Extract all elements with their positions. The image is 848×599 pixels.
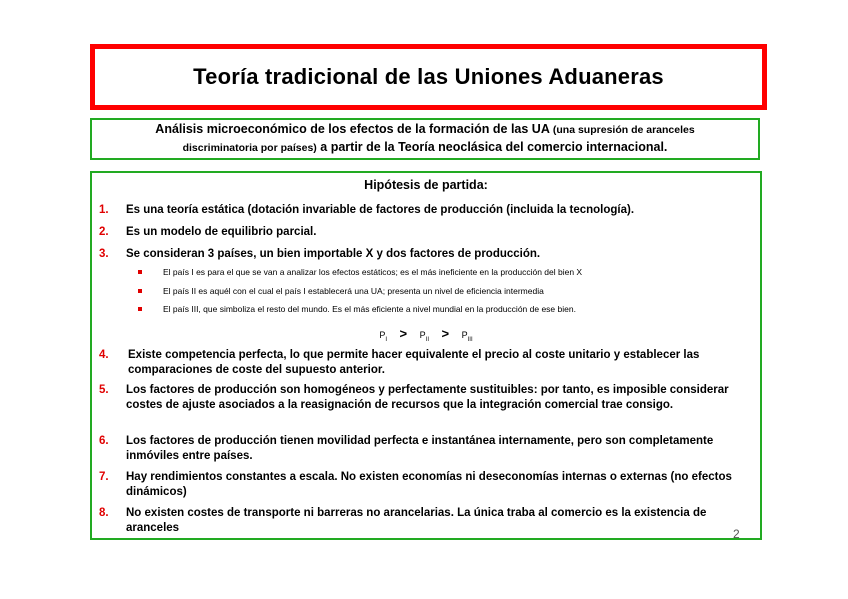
item-text: Es una teoría estática (dotación invariable de factores de producción (incluida la tecnología). — [126, 204, 635, 216]
bullet-text: El país III, que simboliza el resto del mundo. Es el más eficiente a nivel mundial en la producción de ese bien. — [163, 304, 576, 314]
bullet-text: El país I es para el que se van a analizar los efectos estáticos; es el más ineficiente en la producción del bien X — [163, 267, 583, 277]
item-text: No existen costes de transporte ni barreras no arancelarias. La única traba al comercio es la existencia de aranceles — [126, 507, 707, 534]
item-text: Los factores de producción son homogéneos y perfectamente sustituibles: por tanto, es imposible considerar costes de ajuste asociados a la reasignación de recursos que la integración comercial trae consigo. — [126, 384, 729, 411]
item-number: 7. — [99, 471, 109, 483]
item-number: 4. — [99, 349, 109, 361]
bullet-square-icon — [138, 307, 142, 311]
item-number: 3. — [99, 248, 109, 260]
price-formula: $P_I > P_{II} > P_{III}$ — [379, 326, 473, 343]
page-number: 2 — [733, 527, 740, 541]
subtitle-part1: Análisis microeconómico de los efectos de la formación de las UA — [155, 122, 550, 136]
item-number: 1. — [99, 204, 109, 216]
slide-title: Teoría tradicional de las Uniones Aduaneras — [193, 64, 664, 89]
bullet-text: El país II es aquél con el cual el país I establecerá una UA; presenta un nivel de eficiencia intermedia — [163, 286, 544, 296]
bullet-square-icon — [138, 270, 142, 274]
item-number: 2. — [99, 226, 109, 238]
hypothesis-box — [90, 171, 762, 540]
item-number: 5. — [99, 384, 109, 396]
item-text: Se consideran 3 países, un bien importable X y dos factores de producción. — [126, 248, 541, 260]
bullet-square-icon — [138, 289, 142, 293]
title-box — [90, 44, 767, 110]
item-number: 8. — [99, 507, 109, 519]
item-text: Existe competencia perfecta, lo que permite hacer equivalente el precio al coste unitario y establecer las comparaciones de coste del supuesto anterior. — [128, 349, 700, 376]
subtitle-small: (una supresión de aranceles discriminatoria por países) — [182, 124, 695, 154]
item-text: Es un modelo de equilibrio parcial. — [126, 226, 317, 238]
hypothesis-title: Hipótesis de partida: — [364, 178, 488, 192]
item-text: Los factores de producción tienen movilidad perfecta e instantánea internamente, pero son completamente inmóviles entre países. — [126, 435, 714, 462]
subtitle-part2: a partir de la Teoría neoclásica del comercio internacional. — [320, 140, 668, 154]
item-text: Hay rendimientos constantes a escala. No existen economías ni deseconomías internas o externas (no efectos dinámicos) — [126, 471, 732, 498]
subtitle-box — [90, 118, 760, 160]
subtitle-text — [122, 121, 728, 157]
item-number: 6. — [99, 435, 109, 447]
